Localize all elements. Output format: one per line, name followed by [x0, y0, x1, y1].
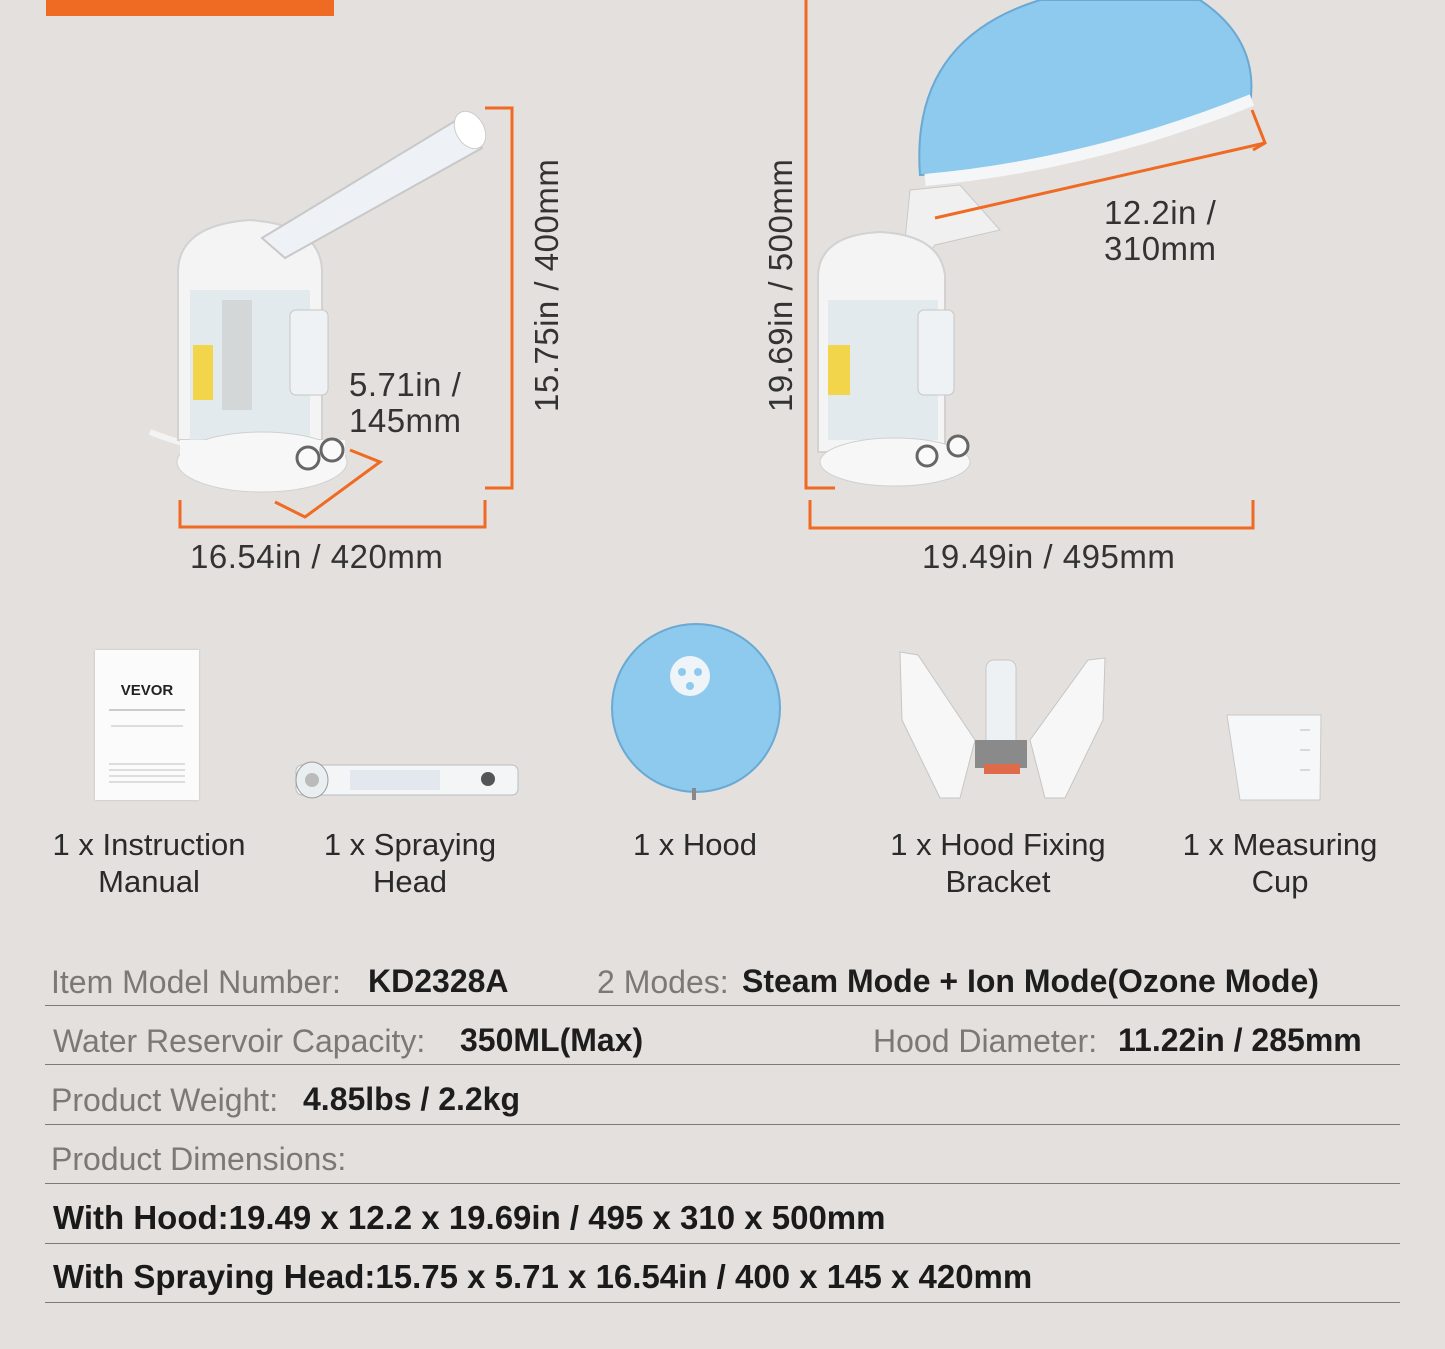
weight-key: Product Weight: [51, 1082, 279, 1118]
hood-fixing-bracket-image [900, 652, 1105, 798]
accessory-label-manual-line2: Manual [98, 864, 200, 899]
hood-accessory-image [612, 624, 780, 800]
hood-depth-line1: 12.2in / [1104, 194, 1217, 231]
sprayer-width-dimension: 16.54in / 420mm [190, 538, 444, 575]
accessory-label-cup [1170, 826, 1390, 900]
spraying-head-image [296, 762, 518, 798]
accessory-label-manual-line1: 1 x Instruction [52, 827, 246, 862]
model-number-key: Item Model Number: [51, 964, 341, 1000]
spec-row-capacity-hood [45, 1018, 1400, 1065]
accessory-label-spraying-head-line2: Head [372, 864, 448, 899]
spec-row-with-hood [45, 1196, 1400, 1244]
accessory-label-manual [49, 826, 249, 900]
hood-height-dimension: 19.69in / 500mm [762, 158, 799, 412]
accessory-label-bracket [878, 826, 1118, 900]
spec-row-dimensions-header [45, 1137, 1400, 1184]
sprayer-height-dimension: 15.75in / 400mm [528, 158, 565, 412]
spec-row-model-modes [45, 958, 1400, 1006]
accessory-label-spraying-head-line1: 1 x Spraying [323, 827, 497, 862]
manual-brand-logo: VEVOR [120, 682, 174, 699]
hood-diameter-value: 11.22in / 285mm [1118, 1022, 1362, 1058]
sprayer-depth-line1: 5.71in / [349, 366, 462, 403]
spec-row-weight [45, 1077, 1400, 1125]
accessory-label-bracket-line2: Bracket [945, 864, 1051, 899]
accessory-label-cup-line1: 1 x Measuring [1182, 827, 1378, 862]
sprayer-depth-line2: 145mm [349, 402, 462, 439]
accessory-label-hood-line1: 1 x Hood [632, 827, 758, 862]
spec-row-with-spraying-head [45, 1255, 1400, 1303]
accessory-label-bracket-line1: 1 x Hood Fixing [890, 827, 1106, 862]
measuring-cup-image [1227, 715, 1321, 800]
accessory-label-spraying-head [310, 826, 510, 900]
accessory-label-hood [595, 826, 795, 863]
weight-value: 4.85lbs / 2.2kg [303, 1081, 521, 1117]
with-spraying-head-dimensions: With Spraying Head:15.75 x 5.71 x 16.54in / 400 x 145 x 420mm [53, 1258, 1033, 1295]
hood-width-dimension: 19.49in / 495mm [922, 538, 1176, 575]
model-number-value: KD2328A [368, 963, 509, 999]
hood-depth-line2: 310mm [1104, 230, 1217, 267]
modes-value: Steam Mode + Ion Mode(Ozone Mode) [742, 963, 1319, 999]
capacity-value: 350ML(Max) [460, 1022, 644, 1058]
modes-key: 2 Modes: [597, 964, 729, 1000]
capacity-key: Water Reservoir Capacity: [53, 1023, 426, 1059]
dimensions-key: Product Dimensions: [51, 1141, 347, 1177]
hood-diameter-key: Hood Diameter: [873, 1023, 1098, 1059]
accessory-label-cup-line2: Cup [1251, 864, 1309, 899]
with-hood-dimensions: With Hood:19.49 x 12.2 x 19.69in / 495 x 310 x 500mm [53, 1199, 886, 1236]
